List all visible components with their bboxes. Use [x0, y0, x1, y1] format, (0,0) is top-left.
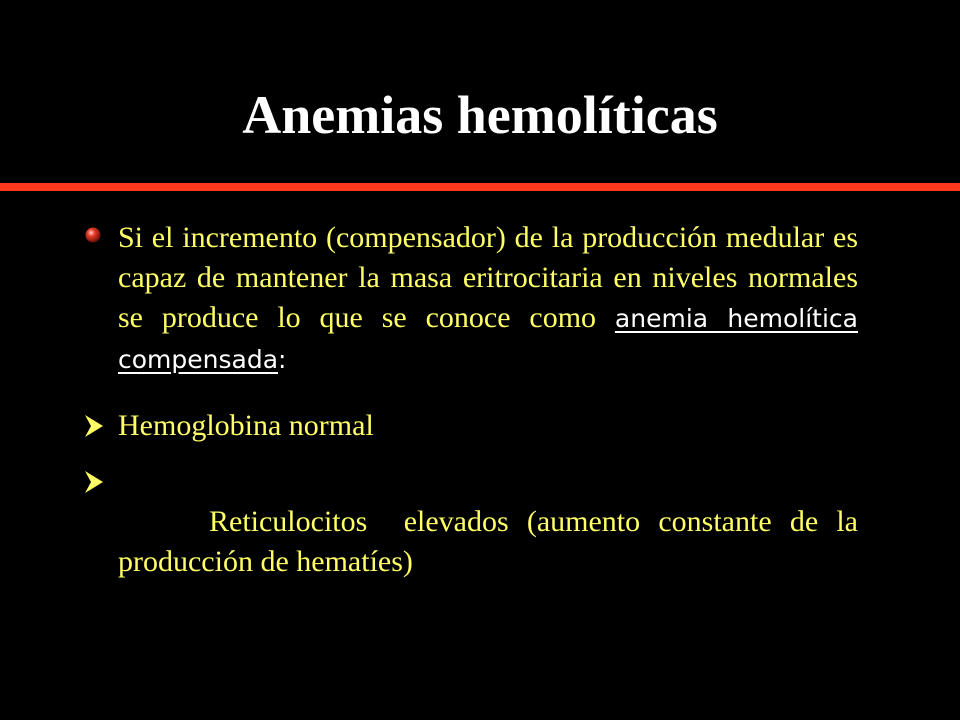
bullet-item-reticulocytes — [118, 462, 866, 622]
bullet-text: Reticulocitos elevados (aumento constante de la producción de hematíes) — [118, 505, 866, 578]
highlight-colon: : — [278, 345, 287, 374]
bullet-item-compensated-anemia — [118, 218, 858, 380]
highlight-term: anemia hemolítica compensada — [118, 304, 858, 374]
red-sphere-icon — [84, 226, 102, 244]
slide-title: Anemias hemolíticas — [242, 85, 718, 145]
title-underline-rule — [0, 183, 960, 191]
bullet-item-hemoglobin — [118, 406, 858, 446]
bullet-text: Si el incremento (compensador) de la producción medular es capaz de mantener la masa eritrocitaria en niveles normales se produce lo que se conoce como — [118, 221, 858, 334]
arrow-bullet-icon — [83, 469, 105, 495]
bullet-text: Hemoglobina normal — [118, 409, 374, 442]
arrow-bullet-icon — [83, 413, 105, 439]
